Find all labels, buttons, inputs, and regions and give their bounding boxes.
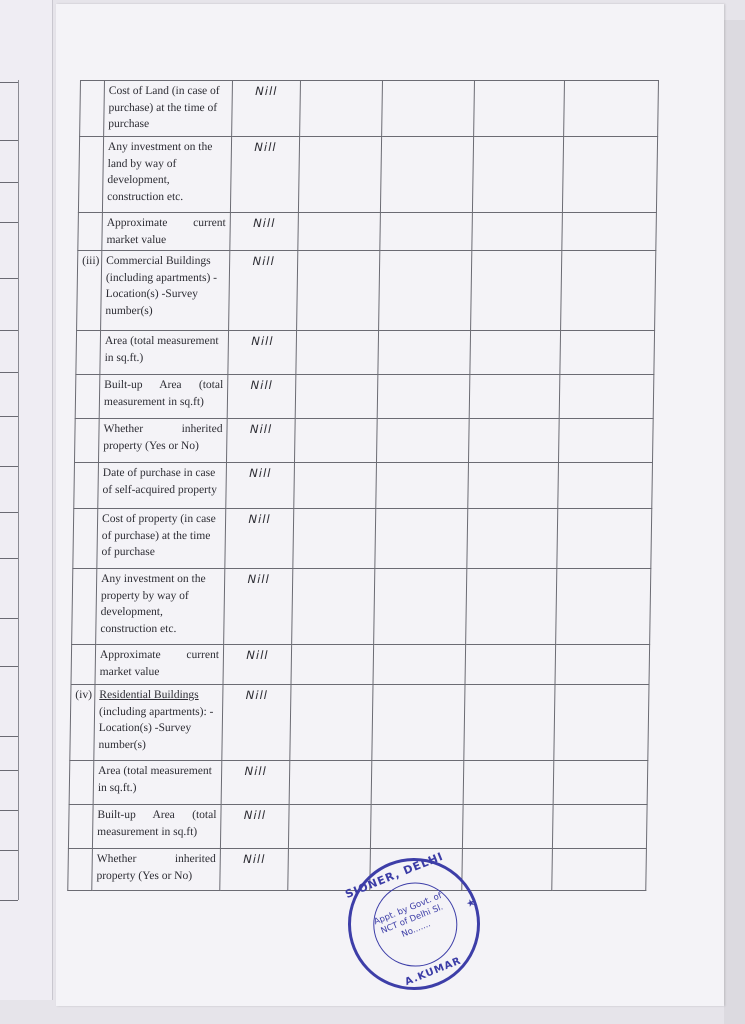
row-label: Commercial Buildings (including apartments) -Location(s) -Survey number(s) — [101, 251, 230, 331]
page-shadow — [724, 20, 745, 1024]
prev-page-rule — [0, 372, 18, 373]
prev-page-rule — [0, 82, 18, 83]
stamp-bottom-text: A.KUMAR — [403, 955, 464, 989]
prev-page-rule — [0, 666, 18, 667]
table-row — [72, 569, 651, 645]
prev-page-rule — [0, 416, 18, 417]
handwritten-value: Nill — [224, 569, 293, 645]
row-label: Built-up Area (total measurement in sq.ft) — [92, 805, 221, 849]
table-row — [78, 137, 657, 213]
row-label: Any investment on the property by way of development, construction etc. — [96, 569, 225, 645]
row-number — [68, 849, 93, 891]
row-number — [74, 419, 99, 463]
prev-page-rule — [0, 512, 18, 513]
row-number: (iii) — [77, 251, 102, 331]
prev-page-rule — [0, 770, 18, 771]
handwritten-value: Nill — [222, 685, 291, 761]
table-row — [69, 761, 648, 805]
table-row — [74, 463, 653, 509]
table-row — [71, 645, 650, 685]
stamp-center-text: Appt. by Govt. of NCT of Delhi Sl. No....... — [372, 891, 445, 940]
row-label: Any investment on the land by way of development, construction etc. — [102, 137, 231, 213]
section-heading: Residential Buildings — [99, 689, 199, 701]
table-row — [74, 419, 653, 463]
handwritten-value: Nill — [220, 849, 289, 891]
prev-page-rule — [0, 182, 18, 183]
table-row — [73, 509, 652, 569]
row-number — [80, 81, 105, 137]
row-number — [74, 463, 99, 509]
row-label: Approximate current market value — [102, 213, 231, 251]
row-label: Cost of Land (in case of purchase) at the time of purchase — [104, 81, 233, 137]
table-row — [80, 81, 659, 137]
handwritten-value: Nill — [232, 81, 301, 137]
row-number: (iv) — [70, 685, 95, 761]
row-label: Approximate current market value — [95, 645, 224, 685]
row-number — [78, 213, 103, 251]
table-row — [68, 805, 647, 849]
prev-page-rule — [0, 810, 18, 811]
star-icon: ★ — [464, 896, 478, 911]
prev-page-rule — [0, 466, 18, 467]
row-number — [73, 509, 98, 569]
row-number — [75, 375, 100, 419]
handwritten-value: Nill — [228, 331, 297, 375]
prev-page-rule — [0, 618, 18, 619]
row-number — [68, 805, 93, 849]
row-label: Date of purchase in case of self-acquired property — [98, 463, 227, 509]
handwritten-value: Nill — [227, 375, 296, 419]
row-label-group — [94, 685, 223, 761]
handwritten-value: Nill — [229, 251, 298, 331]
table-row — [76, 331, 655, 375]
prev-page-rule — [0, 140, 18, 141]
handwritten-value: Nill — [223, 645, 292, 685]
row-number — [69, 761, 94, 805]
prev-page-rule — [18, 80, 19, 900]
row-label: Whether inherited property (Yes or No) — [92, 849, 221, 891]
table-row — [77, 251, 656, 331]
prev-page-rule — [0, 330, 18, 331]
prev-page-rule — [0, 736, 18, 737]
row-label: (including apartments): -Location(s) -Survey number(s) — [98, 705, 214, 751]
handwritten-value: Nill — [225, 509, 294, 569]
row-label: Built-up Area (total measurement in sq.ft) — [99, 375, 228, 419]
handwritten-value: Nill — [221, 761, 290, 805]
row-label: Area (total measurement in sq.ft.) — [93, 761, 222, 805]
document-page — [56, 4, 724, 1006]
table-row — [70, 685, 649, 761]
row-number — [76, 331, 101, 375]
row-label: Whether inherited property (Yes or No) — [98, 419, 227, 463]
handwritten-value: Nill — [220, 805, 289, 849]
handwritten-value: Nill — [226, 463, 295, 509]
assets-table — [67, 80, 659, 891]
handwritten-value: Nill — [230, 137, 299, 213]
table-row — [78, 213, 657, 251]
handwritten-value: Nill — [230, 213, 299, 251]
row-label: Area (total measurement in sq.ft.) — [100, 331, 229, 375]
row-label: Cost of property (in case of purchase) at the time of purchase — [97, 509, 226, 569]
handwritten-value: Nill — [226, 419, 295, 463]
table-row — [75, 375, 654, 419]
prev-page-rule — [0, 850, 18, 851]
prev-page-rule — [0, 278, 18, 279]
prev-page-rule — [0, 558, 18, 559]
previous-page-edge — [0, 0, 53, 1000]
stamp-top-text: SIONER, DELHI — [343, 849, 446, 901]
prev-page-rule — [0, 900, 18, 901]
row-number — [71, 645, 96, 685]
row-number — [72, 569, 97, 645]
row-number — [78, 137, 103, 213]
prev-page-rule — [0, 222, 18, 223]
